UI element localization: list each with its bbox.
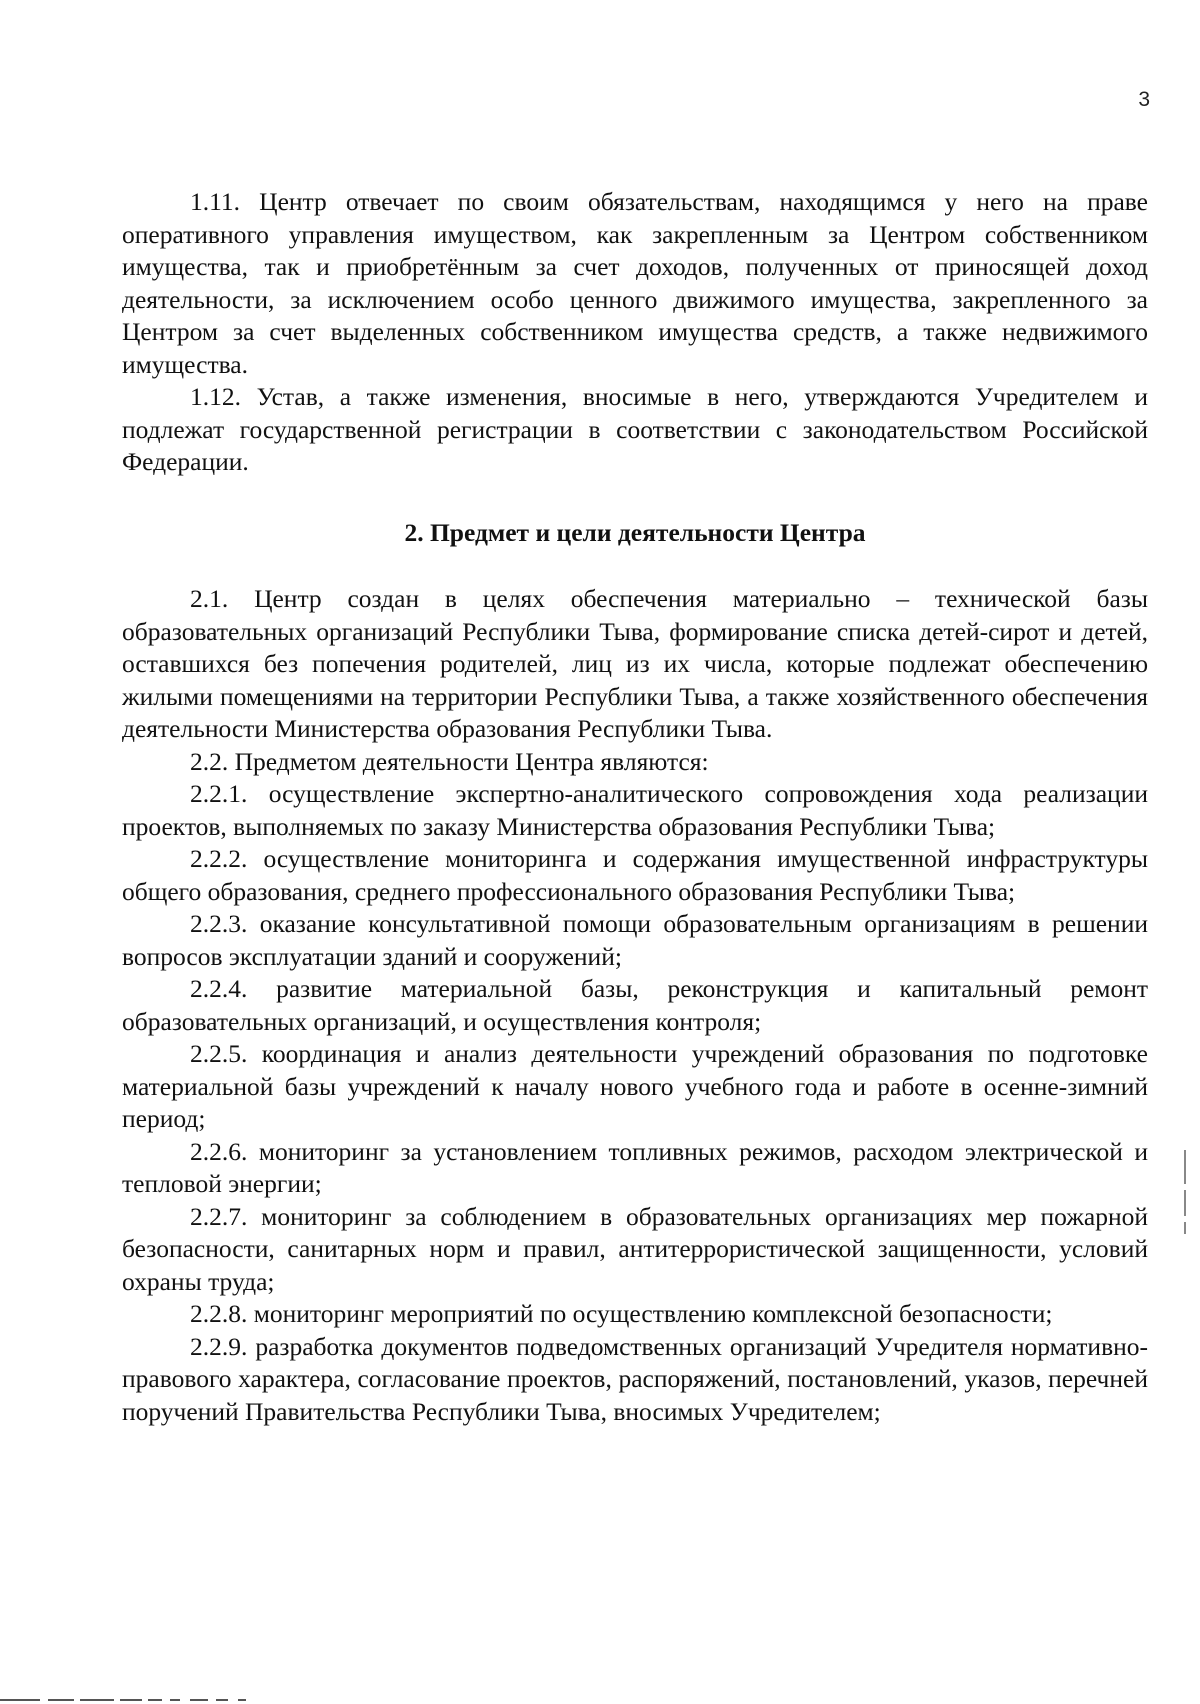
list-item-2-2-1: 2.2.1. осуществление экспертно-аналитического сопровождения хода реализации проектов, выполняемых по заказу Министерства образования Республики Тыва; bbox=[122, 779, 1148, 841]
page-number: 3 bbox=[1138, 88, 1150, 111]
scan-edge-mark bbox=[1184, 1150, 1186, 1184]
paragraph-2-1: 2.1. Центр создан в целях обеспечения материально – технической базы образовательных организаций Республики Тыва, формирование списка детей-сирот и детей, оставшихся без попечения родителей, лиц из их числа, которые подлежат обеспечению жилыми помещениями на территории Республики Тыва, а также хозяйственного обеспечения деятельности Министерства образования Республики Тыва. bbox=[122, 584, 1148, 743]
list-item-2-2-6: 2.2.6. мониторинг за установлением топливных режимов, расходом электрической и тепловой энергии; bbox=[122, 1136, 1148, 1198]
document-body bbox=[122, 186, 1148, 1428]
paragraph-1-11: 1.11. Центр отвечает по своим обязательствам, находящимся у него на праве оперативного управления имуществом, как закрепленным за Центром собственником имущества, так и приобретённым за счет доходов, полученных от приносящей доход деятельности, за исключением особо ценного движимого имущества, закрепленного за Центром за счет выделенных собственником имущества средств, а также недвижимого имущества. bbox=[122, 187, 1148, 379]
list-item-2-2-4: 2.2.4. развитие материальной базы, реконструкция и капитальный ремонт образовательных организаций, и осуществления контроля; bbox=[122, 974, 1148, 1036]
list-item-2-2-8: 2.2.8. мониторинг мероприятий по осуществлению комплексной безопасности; bbox=[190, 1299, 1053, 1328]
list-item-2-2-5: 2.2.5. координация и анализ деятельности учреждений образования по подготовке материальной базы учреждений к началу нового учебного года и работе в осенне-зимний период; bbox=[122, 1039, 1148, 1133]
paragraph-2-2: 2.2. Предметом деятельности Центра являются: bbox=[190, 746, 709, 776]
list-item-2-2-9: 2.2.9. разработка документов подведомственных организаций Учредителя нормативно-правового характера, согласование проектов, распоряжений, постановлений, указов, перечней поручений Правительства Республики Тыва, вносимых Учредителем; bbox=[122, 1331, 1148, 1426]
scan-edge-mark bbox=[1184, 1190, 1186, 1216]
list-item-2-2-2: 2.2.2. осуществление мониторинга и содержания имущественной инфраструктуры общего образования, среднего профессионального образования Республики Тыва; bbox=[122, 844, 1148, 906]
scan-edge-mark bbox=[1184, 1222, 1186, 1234]
list-item-2-2-7: 2.2.7. мониторинг за соблюдением в образовательных организациях мер пожарной безопасности, санитарных норм и правил, антитеррористической защищенности, условий охраны труда; bbox=[122, 1201, 1148, 1296]
paragraph-1-12: 1.12. Устав, а также изменения, вносимые в него, утверждаются Учредителем и подлежат государственной регистрации в соответствии с законодательством Российской Федерации. bbox=[122, 382, 1148, 476]
scan-footer-marks bbox=[0, 1694, 300, 1704]
section-heading: 2. Предмет и цели деятельности Центра bbox=[404, 517, 866, 547]
list-item-2-2-3: 2.2.3. оказание консультативной помощи образовательным организациям в решении вопросов эксплуатации зданий и сооружений; bbox=[122, 909, 1148, 971]
